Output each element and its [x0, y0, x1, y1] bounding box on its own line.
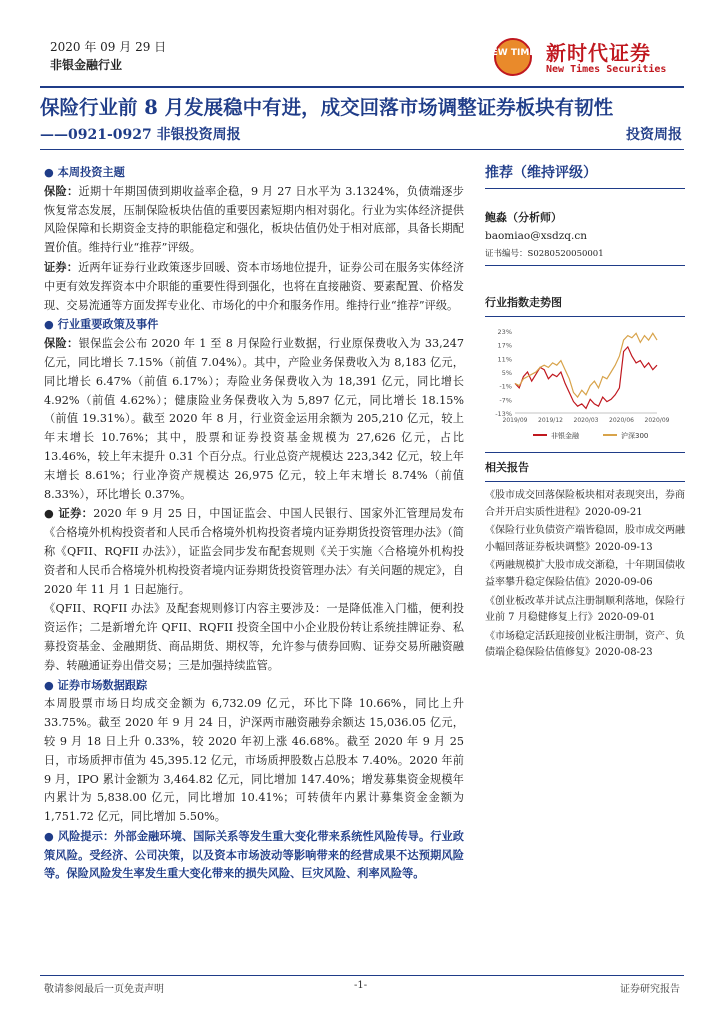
sidebar-divider	[485, 316, 685, 317]
y-tick-label: -1%	[499, 382, 512, 391]
sector-label: 非银金融行业	[50, 58, 123, 72]
x-tick-label: 2020/03	[573, 417, 599, 424]
footer-disclaimer: 敬请参阅最后一页免责声明	[44, 984, 164, 995]
series-line-1	[515, 333, 657, 397]
x-tick-label: 2019/09	[502, 417, 528, 424]
analyst-email: baomiao@xsdzq.cn	[485, 230, 587, 242]
company-logo-icon	[484, 36, 542, 78]
paragraph: ● 证券：2020 年 9 月 25 日，中国证监会、中国人民银行、国家外汇管理局发布《合格境外机构投资者和人民币合格境外机构投资者境内证券期货投资管理办法》（简称《QFII、RQFII 办法》），证监会同步发布配套规则《关于实施〈合格境外机构投资者和人民币合格境外机构投资者境内证券期货投资管理办法〉有关问题的规定》，自 2020 年 11 月 1 日起施行。	[44, 506, 464, 596]
sidebar-divider	[485, 452, 685, 453]
x-tick-label: 2019/12	[538, 417, 563, 424]
rating: 推荐（维持评级）	[485, 165, 597, 181]
related-reports	[485, 488, 685, 662]
y-tick-label: 17%	[497, 341, 512, 350]
related-report[interactable]: 《股市成交回落保险板块相对表现突出，券商合并开启实质性进程》2020-09-21	[485, 490, 685, 518]
sidebar	[485, 160, 685, 662]
logo-mark-text: NEW TIMES	[484, 48, 542, 58]
header-divider	[40, 86, 684, 88]
y-tick-label: 5%	[501, 369, 512, 377]
paragraph: 保险：银保监会公布 2020 年 1 至 8 月保险行业数据，行业原保费收入为 33,247 亿元，同比增长 7.15%（前值 7.04%）。其中，产险业务保费收入为 8,183 亿元，同比增长 6.47%（前值 6.17%）；寿险业务保费收入为 18,391 亿元，同比增长 4.92%（前值 4.62%）；健康险业务保费收入为 5,897 亿元，同比增长 18.15%（前值 19.31%）。截至 2020 年 8 月，行业资金运用余额为 205,210 亿元，较上年末增长 10.76%；其中，股票和证券投资基金规模为 27,626 亿元，占比 13.46%，较上年末提升 0.31 个百分点。行业总资产规模达 223,342 亿元，较上年末增长 8.61%；行业净资产规模达 26,975 亿元，较上年末增长 8.74%（前值 8.33%），环比增长 0.37%。	[44, 336, 464, 501]
paragraph: 证券：近两年证券行业政策逐步回暖、资本市场地位提升，证券公司在服务实体经济中更有效发挥资本中介职能的重要性得到强化，也将在直接融资、要素配置、价格发现、交易流通等方面发挥专业化、市场化的中介和服务作用。维持行业“推荐”评级。	[44, 259, 464, 312]
report-subtitle: ——0921-0927 非银投资周报	[40, 127, 241, 143]
paragraph: 保险：近期十年期国债到期收益率企稳，9 月 27 日水平为 3.1324%，负债端逐步恢复常态发展，压制保险板块估值的重要因素短期内相对弱化。行业为实体经济提供风险保障和长期资金支持的职能稳定和强化，板块估值仍处于相对底部，具备长期配置价值。维持行业“推荐”评级。	[44, 183, 464, 255]
main-body	[44, 163, 464, 883]
company-name-en: New Times Securities	[546, 64, 667, 75]
sidebar-divider	[485, 481, 685, 482]
analyst-name: 鲍淼（分析师）	[485, 211, 562, 224]
sidebar-divider	[485, 188, 685, 189]
related-report[interactable]: 《市场稳定活跃迎接创业板注册制，资产、负债端企稳保险估值修复》2020-08-23	[485, 630, 685, 659]
legend-label: 非银金融	[551, 432, 579, 440]
paragraph: 本周股票市场日均成交金额为 6,732.09 亿元，环比下降 10.66%，同比上升 33.75%。截至 2020 年 9 月 24 日，沪深两市融资融券余额达 15,036.05 亿元，较 9 月 18 日上升 0.33%，较 2020 年初上涨 46.68%。截至 2020 年 9 月 25 日，市场质押市值为 45,395.12 亿元，市场质押股数占总股本 7.40%。2020 年前 9 月，IPO 累计金额为 3,464.82 亿元，同比增加 147.40%；增发募集资金规模年内累计为 5,838.00 亿元，同比增加 10.41%；可转债年内累计募集资金金额为 1,751.72 亿元，同比增加 5.50%。	[44, 697, 464, 824]
x-tick-label: 2020/09	[644, 417, 670, 424]
section-heading: ● 行业重要政策及事件	[44, 317, 159, 332]
company-name-cn: 新时代证券	[546, 41, 651, 65]
x-tick-label: 2020/06	[609, 417, 634, 424]
page-number: -1-	[354, 980, 368, 991]
report-type: 投资周报	[626, 127, 682, 143]
y-tick-label: 23%	[497, 328, 512, 336]
sidebar-divider	[485, 265, 685, 266]
chart-title: 行业指数走势图	[485, 296, 562, 309]
related-report[interactable]: 《保险行业负债资产端皆稳固，股市成交两融小幅回落证券板块调整》2020-09-13	[485, 525, 685, 553]
related-reports-title: 相关报告	[485, 461, 529, 474]
y-tick-label: -13%	[495, 410, 512, 418]
footer-doc-type: 证券研究报告	[620, 984, 680, 995]
subtitle-divider	[40, 149, 684, 150]
y-tick-label: -7%	[499, 396, 512, 405]
footer-divider	[40, 975, 684, 976]
legend-label: 沪深300	[621, 432, 649, 440]
report-title: 保险行业前 8 月发展稳中有进，成交回落市场调整证券板块有韧性	[40, 96, 614, 119]
risk-warning: ● 风险提示：外部金融环境、国际关系等发生重大变化带来系统性风险传导。行业政策风险。受经济、公司决策，以及资本市场波动等影响带来的经营成果不达预期风险等。保险风险发生率发生重大变化带来的损失风险、巨灾风险、利率风险等。	[44, 828, 464, 881]
paragraph: 《QFII、RQFII 办法》及配套规则修订内容主要涉及：一是降低准入门槛，便利投资运作；二是新增允许 QFII、RQFII 投资全国中小企业股份转让系统挂牌证券、私募投资基金、金融期货、商品期货、期权等，允许参与债券回购、证券交易所融资融券、转融通证券出借交易；三是加强持续监管。	[44, 602, 464, 672]
index-trend-chart	[485, 323, 685, 443]
series-line-0	[515, 347, 657, 409]
related-report[interactable]: 《创业板改革并试点注册制顺利落地，保险行业前 7 月稳健修复上行》2020-09-01	[485, 595, 685, 624]
analyst-cert: 证书编号：S0280520050001	[485, 249, 604, 259]
report-date: 2020 年 09 月 29 日	[50, 40, 167, 54]
section-heading: ● 证券市场数据跟踪	[44, 677, 148, 692]
related-report[interactable]: 《两融规模扩大股市成交渐稳，十年期国债收益率攀升稳定保险估值》2020-09-06	[485, 560, 685, 588]
y-tick-label: 11%	[497, 355, 512, 364]
section-heading: ● 本周投资主题	[44, 165, 125, 179]
